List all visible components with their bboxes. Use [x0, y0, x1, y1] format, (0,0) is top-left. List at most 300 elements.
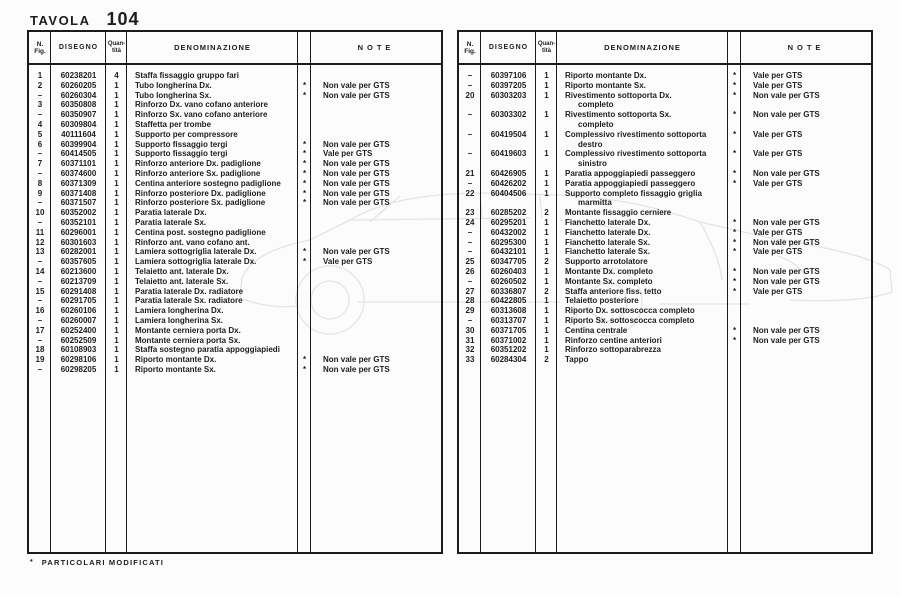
denomination [127, 345, 298, 355]
note-text: Non vale per GTS [753, 276, 820, 286]
note-text: Vale per GTS [323, 149, 373, 159]
modified-asterisk: * [732, 90, 737, 100]
note-text: Vale per GTS [753, 247, 803, 257]
table-row [29, 130, 441, 140]
fig-number: 19 [35, 355, 45, 365]
fig-number: 12 [35, 237, 45, 247]
denomination [127, 296, 298, 306]
fig-number: – [467, 71, 473, 80]
denomination [127, 228, 298, 238]
fig-number: 6 [37, 139, 43, 149]
header-denominazione: DENOMINAZIONE [174, 43, 251, 52]
fig-number: 27 [465, 286, 475, 296]
denomination [557, 257, 728, 267]
quantity: 1 [114, 159, 119, 169]
table-row [29, 159, 441, 169]
modified-asterisk: * [302, 80, 307, 90]
modified-asterisk: * [302, 139, 307, 149]
note-text: Non vale per GTS [753, 325, 820, 335]
denomination [127, 267, 298, 277]
drawing-number: 60371408 [60, 188, 97, 198]
drawing-number: 60371002 [490, 335, 527, 345]
modified-asterisk: * [302, 364, 307, 374]
modified-asterisk: * [302, 355, 307, 365]
note-text: Non vale per GTS [753, 237, 820, 247]
drawing-number: 60371705 [490, 325, 527, 335]
denomination [127, 287, 298, 297]
quantity: 1 [544, 188, 549, 198]
drawing-number: 60432101 [490, 247, 527, 257]
denomination-line1: Rinforzo posteriore Sx. padiglione [135, 198, 266, 208]
fig-number: – [467, 178, 473, 188]
denomination [557, 238, 728, 248]
drawing-number: 60313707 [490, 315, 527, 325]
denomination-line1: Montante Dx. completo [565, 266, 654, 276]
header-denominazione: DENOMINAZIONE [604, 43, 681, 52]
denomination [557, 130, 728, 150]
table-body [29, 65, 441, 375]
table-row [29, 267, 441, 277]
denomination-line1: Riporto Dx. sottoscocca completo [565, 306, 695, 316]
denomination [127, 71, 298, 81]
table-row [459, 345, 871, 355]
modified-asterisk: * [302, 159, 307, 169]
denomination-line1: Tappo [565, 355, 589, 365]
table-row [459, 306, 871, 316]
parts-table-right [457, 30, 873, 554]
table-row [459, 110, 871, 130]
quantity: 1 [544, 247, 549, 257]
drawing-number: 60399904 [60, 139, 97, 149]
denomination [557, 91, 728, 111]
modified-asterisk: * [302, 257, 307, 267]
quantity: 1 [114, 247, 119, 257]
fig-number: – [37, 198, 43, 208]
denomination-line1: Riporto montante Sx. [135, 364, 216, 374]
drawing-number: 60303302 [490, 110, 527, 120]
header-fig: N. Fig. [34, 40, 46, 55]
modified-asterisk: * [732, 237, 737, 247]
fig-number: – [467, 237, 473, 247]
table-row [29, 189, 441, 199]
denomination-line1: Supporto per compressore [135, 129, 238, 139]
table-row [29, 345, 441, 355]
modified-asterisk: * [732, 247, 737, 257]
quantity: 1 [544, 227, 549, 237]
denomination [127, 257, 298, 267]
note-text: Vale per GTS [753, 80, 803, 90]
table-row [29, 198, 441, 208]
modified-asterisk: * [302, 149, 307, 159]
footer-legend-text: PARTICOLARI MODIFICATI [41, 558, 165, 567]
quantity: 1 [114, 355, 119, 365]
fig-number: – [37, 149, 43, 159]
drawing-number: 60426905 [490, 168, 527, 178]
table-row [459, 277, 871, 287]
table-row [29, 100, 441, 110]
modified-asterisk: * [732, 227, 737, 237]
table-row [459, 326, 871, 336]
note-text: Non vale per GTS [753, 217, 820, 227]
fig-number: 20 [465, 90, 475, 100]
denomination-line1: Montante cerniera porta Sx. [135, 335, 241, 345]
fig-number: 3 [37, 100, 43, 110]
denomination-line1: Montante fissaggio cerniere [565, 208, 672, 218]
drawing-number: 60301603 [60, 237, 97, 247]
modified-asterisk: * [732, 286, 737, 296]
quantity: 1 [544, 276, 549, 286]
drawing-number: 60422805 [490, 296, 527, 306]
modified-asterisk: * [732, 266, 737, 276]
denomination [557, 189, 728, 209]
denomination [557, 179, 728, 189]
drawing-number: 60404506 [490, 188, 527, 198]
parts-table-left [27, 30, 443, 554]
modified-asterisk: * [732, 335, 737, 345]
drawing-number: 60351202 [490, 345, 527, 355]
table-header [459, 32, 871, 65]
header-note: NOTE [787, 43, 825, 52]
denomination [557, 316, 728, 326]
fig-number: – [37, 90, 43, 100]
denomination [557, 71, 728, 81]
quantity: 1 [544, 306, 549, 316]
table-row [459, 257, 871, 267]
header-disegno: DISEGNO [58, 44, 99, 51]
drawing-number: 60432002 [490, 227, 527, 237]
quantity: 1 [114, 217, 119, 227]
denomination-line1: Tubo longherina Sx. [135, 90, 212, 100]
table-header [29, 32, 441, 65]
note-text: Vale per GTS [753, 227, 803, 237]
modified-asterisk: * [302, 247, 307, 257]
drawing-number: 60352101 [60, 217, 97, 227]
note-text: Non vale per GTS [753, 90, 820, 100]
denomination-line2: marmitta [578, 198, 612, 208]
quantity: 1 [114, 286, 119, 296]
fig-number: – [37, 168, 43, 178]
drawing-number: 60238201 [60, 71, 97, 80]
quantity: 2 [544, 257, 549, 267]
modified-asterisk: * [732, 110, 737, 120]
denomination-line1: Rinforzo ant. vano cofano ant. [135, 237, 250, 247]
fig-number: 15 [35, 286, 45, 296]
denomination-line1: Lamiera longherina Sx. [135, 315, 224, 325]
fig-number: 16 [35, 306, 45, 316]
denomination-line1: Riporto Sx. sottoscocca completo [565, 315, 695, 325]
note-text: Vale per GTS [753, 149, 803, 159]
fig-number: 29 [465, 306, 475, 316]
column-divider [727, 32, 728, 552]
denomination [127, 238, 298, 248]
denomination-line1: Centina post. sostegno padiglione [135, 227, 266, 237]
note-text: Non vale per GTS [323, 159, 390, 169]
header-disegno: DISEGNO [488, 44, 529, 51]
denomination [557, 355, 728, 365]
denomination [127, 110, 298, 120]
denomination-line1: Paratia laterale Sx. radiatore [135, 296, 243, 306]
denomination-line1: Supporto completo fissaggio griglia [565, 188, 702, 198]
denomination [127, 277, 298, 287]
fig-number: – [467, 149, 473, 159]
table-row [459, 228, 871, 238]
fig-number: – [467, 80, 473, 90]
denomination [127, 336, 298, 346]
quantity: 1 [114, 266, 119, 276]
denomination-line1: Fianchetto laterale Sx. [565, 237, 650, 247]
drawing-number: 60260403 [490, 266, 527, 276]
drawing-number: 40111604 [61, 129, 96, 139]
fig-number: 30 [465, 325, 475, 335]
fig-number: 26 [465, 266, 475, 276]
table-row [459, 247, 871, 257]
modified-asterisk: * [732, 217, 737, 227]
quantity: 1 [544, 345, 549, 355]
quantity: 1 [114, 129, 119, 139]
quantity: 1 [114, 315, 119, 325]
denomination-line1: Telaietto posteriore [565, 296, 639, 306]
column-divider [297, 32, 298, 552]
denomination-line1: Riporto montante Dx. [565, 71, 647, 80]
column-divider [480, 32, 481, 552]
fig-number: 1 [37, 71, 43, 80]
denomination-line1: Rinforzo posteriore Dx. padiglione [135, 188, 266, 198]
note-text: Vale per GTS [753, 178, 803, 188]
denomination [127, 365, 298, 375]
fig-number: – [37, 315, 43, 325]
quantity: 1 [114, 345, 119, 355]
drawing-number: 60352002 [60, 208, 97, 218]
fig-number: 11 [35, 227, 45, 237]
denomination-line2: completo [578, 119, 614, 129]
fig-number: 28 [465, 296, 475, 306]
fig-number: 18 [35, 345, 45, 355]
column-divider [126, 32, 127, 552]
note-text: Non vale per GTS [323, 139, 390, 149]
quantity: 1 [544, 129, 549, 139]
denomination-line1: Montante Sx. completo [565, 276, 653, 286]
drawing-number: 60295201 [490, 217, 527, 227]
drawing-number: 60260007 [60, 315, 97, 325]
drawing-number: 60260106 [60, 306, 97, 316]
table-row [29, 326, 441, 336]
table-row [29, 355, 441, 365]
column-divider [105, 32, 106, 552]
denomination-line1: Fianchetto laterale Dx. [565, 217, 651, 227]
note-text: Non vale per GTS [753, 110, 820, 120]
denomination [127, 198, 298, 208]
drawing-number: 60313608 [490, 306, 527, 316]
table-row [459, 189, 871, 209]
note-text: Non vale per GTS [323, 188, 390, 198]
denomination [557, 81, 728, 91]
denomination [557, 296, 728, 306]
table-row [459, 316, 871, 326]
modified-asterisk: * [302, 188, 307, 198]
note-text: Vale per GTS [753, 129, 803, 139]
drawing-number: 60108903 [60, 345, 97, 355]
quantity: 1 [114, 90, 119, 100]
note-text: Non vale per GTS [323, 247, 390, 257]
denomination-line1: Paratia laterale Dx. radiatore [135, 286, 244, 296]
quantity: 1 [544, 237, 549, 247]
denomination-line1: Supporto arrotolatore [565, 257, 648, 267]
table-row [459, 91, 871, 111]
fig-number: 25 [465, 257, 475, 267]
denomination [557, 326, 728, 336]
quantity: 1 [544, 71, 549, 80]
quantity: 1 [114, 188, 119, 198]
fig-number: 7 [37, 159, 43, 169]
quantity: 1 [544, 325, 549, 335]
modified-asterisk: * [302, 178, 307, 188]
table-row [459, 130, 871, 150]
table-row [29, 140, 441, 150]
denomination [127, 316, 298, 326]
denomination [557, 306, 728, 316]
denomination-line1: Rinforzo centine anteriori [565, 335, 662, 345]
denomination-line1: Centina anteriore sostegno padiglione [135, 178, 281, 188]
denomination [127, 208, 298, 218]
table-row [459, 296, 871, 306]
denomination-line2: destro [578, 139, 603, 149]
note-text: Non vale per GTS [753, 335, 820, 345]
drawing-number: 60374600 [60, 168, 97, 178]
fig-number: 23 [465, 208, 475, 218]
quantity: 2 [544, 286, 549, 296]
fig-number: – [37, 276, 43, 286]
denomination-line1: Fianchetto laterale Dx. [565, 227, 651, 237]
note-text: Non vale per GTS [323, 178, 390, 188]
table-row [29, 296, 441, 306]
fig-number: 8 [37, 178, 43, 188]
note-text: Vale per GTS [753, 286, 803, 296]
table-row [29, 306, 441, 316]
denomination [127, 100, 298, 110]
modified-asterisk: * [302, 168, 307, 178]
table-row [29, 238, 441, 248]
denomination [557, 169, 728, 179]
modified-asterisk: * [732, 149, 737, 159]
denomination [127, 326, 298, 336]
denomination [557, 218, 728, 228]
denomination-line1: Rinforzo Sx. vano cofano anteriore [135, 110, 268, 120]
denomination-line1: Supporto fissaggio tergi [135, 139, 228, 149]
quantity: 2 [544, 355, 549, 365]
quantity: 1 [114, 119, 119, 129]
fig-number: – [37, 335, 43, 345]
denomination [557, 267, 728, 277]
denomination-line1: Tubo longherina Dx. [135, 80, 212, 90]
table-row [29, 228, 441, 238]
denomination [127, 81, 298, 91]
denomination-line1: Rivestimento sottoporta Dx. [565, 90, 672, 100]
table-body [459, 65, 871, 365]
denomination-line1: Lamiera longherina Dx. [135, 306, 224, 316]
denomination-line1: Complessivo rivestimento sottoporta [565, 129, 707, 139]
modified-asterisk: * [732, 325, 737, 335]
quantity: 1 [544, 266, 549, 276]
denomination-line1: Riporto montante Dx. [135, 355, 217, 365]
fig-number: – [467, 276, 473, 286]
quantity: 1 [114, 198, 119, 208]
note-text: Vale per GTS [323, 257, 373, 267]
drawing-number: 60295300 [490, 237, 527, 247]
quantity: 1 [114, 325, 119, 335]
denomination [127, 169, 298, 179]
header-quantita: Quan- tità [537, 41, 556, 54]
note-text: Non vale per GTS [323, 355, 390, 365]
quantity: 1 [114, 364, 119, 374]
denomination [127, 247, 298, 257]
denomination-line1: Supporto fissaggio tergi [135, 149, 228, 159]
fig-number: – [467, 227, 473, 237]
table-row [29, 71, 441, 81]
denomination [127, 355, 298, 365]
fig-number: – [467, 247, 473, 257]
denomination-line1: Rinforzo sottoparabrezza [565, 345, 662, 355]
fig-number: – [37, 364, 43, 374]
drawing-number: 60260304 [60, 90, 97, 100]
drawing-number: 60282001 [60, 247, 97, 257]
modified-asterisk: * [302, 90, 307, 100]
fig-number: – [37, 296, 43, 306]
tavola-number: 104 [106, 9, 140, 29]
drawing-number: 60252400 [60, 325, 97, 335]
denomination [557, 277, 728, 287]
denomination [557, 208, 728, 218]
quantity: 1 [544, 168, 549, 178]
drawing-number: 60347705 [490, 257, 527, 267]
denomination [557, 149, 728, 169]
drawing-number: 60291705 [60, 296, 97, 306]
table-row [29, 81, 441, 91]
table-row [29, 169, 441, 179]
table-row [29, 179, 441, 189]
denomination [127, 140, 298, 150]
column-divider [50, 32, 51, 552]
modified-asterisk: * [732, 168, 737, 178]
denomination-line1: Staffetta per trombe [135, 119, 212, 129]
note-text: Non vale per GTS [323, 90, 390, 100]
table-row [459, 336, 871, 346]
drawing-number: 60419603 [490, 149, 527, 159]
note-text: Non vale per GTS [753, 266, 820, 276]
denomination-line1: Lamiera sottogriglia laterale Dx. [135, 257, 257, 267]
table-row [29, 287, 441, 297]
denomination-line1: Staffa fissaggio gruppo fari [135, 71, 240, 80]
denomination-line1: Complessivo rivestimento sottoporta [565, 149, 707, 159]
denomination [557, 287, 728, 297]
denomination [127, 130, 298, 140]
column-divider [556, 32, 557, 552]
quantity: 1 [114, 168, 119, 178]
drawing-number: 60213709 [60, 276, 97, 286]
drawing-number: 60213600 [60, 266, 97, 276]
drawing-number: 60284304 [490, 355, 527, 365]
quantity: 1 [544, 217, 549, 227]
fig-number: 33 [465, 355, 475, 365]
fig-number: 9 [37, 188, 43, 198]
drawing-number: 60336807 [490, 286, 527, 296]
modified-asterisk: * [732, 276, 737, 286]
asterisk-icon: * [30, 559, 33, 566]
denomination [127, 189, 298, 199]
table-row [459, 287, 871, 297]
drawing-number: 60303203 [490, 90, 527, 100]
quantity: 1 [544, 296, 549, 306]
table-row [459, 149, 871, 169]
